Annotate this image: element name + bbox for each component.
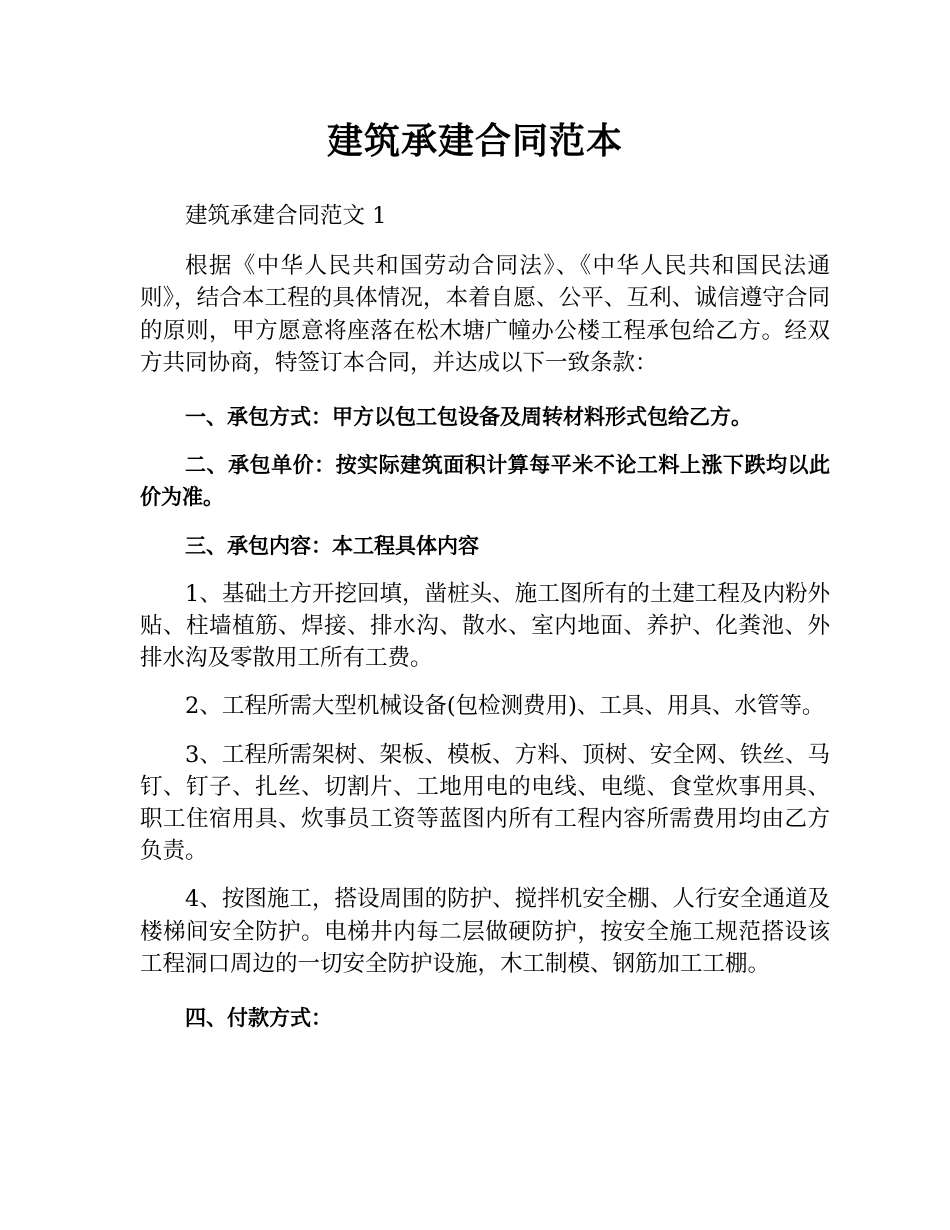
intro-paragraph: 根据《中华人民共和国劳动合同法》、《中华人民共和国民法通则》，结合本工程的具体情况，本着自愿、公平、互利、诚信遵守合同的原则，甲方愿意将座落在松木塘广幢办公楼工程承包给乙方。经双方共同协商，特签订本合同，并达成以下一致条款： [140, 253, 830, 376]
scope-item-1: 1、基础土方开挖回填，凿桩头、施工图所有的土建工程及内粉外贴、柱墙植筋、焊接、排水沟、散水、室内地面、养护、化粪池、外排水沟及零散用工所有工费。 [140, 580, 830, 672]
document-title: 建筑承建合同范本 [326, 121, 623, 162]
scope-item-3: 3、工程所需架树、架板、模板、方料、顶树、安全网、铁丝、马钉、钉子、扎丝、切割片、工地用电的电线、电缆、食堂炊事用具、职工住宿用具、炊事员工资等蓝图内所有工程内容所需费用均由乙方负责。 [140, 741, 830, 865]
document-body [140, 200, 830, 1034]
section-heading-scope: 三、承包内容：本工程具体内容 [185, 533, 479, 558]
scope-item-2: 2、工程所需大型机械设备(包检测费用)、工具、用具、水管等。 [185, 693, 825, 720]
section-heading-payment: 四、付款方式： [185, 1006, 332, 1031]
scope-item-4: 4、按图施工，搭设周围的防护、搅拌机安全棚、人行安全通道及楼梯间安全防护。电梯井内每二层做硬防护，按安全施工规范搭设该工程洞口周边的一切安全防护设施，木工制模、钢筋加工工棚。 [140, 886, 830, 977]
section-heading-contract-method: 一、承包方式：甲方以包工包设备及周转材料形式包给乙方。 [185, 405, 752, 430]
section-heading-unit-price: 二、承包单价：按实际建筑面积计算每平米不论工料上涨下跌均以此价为准。 [140, 453, 830, 510]
subtitle-paragraph: 建筑承建合同范文 1 [185, 203, 387, 229]
